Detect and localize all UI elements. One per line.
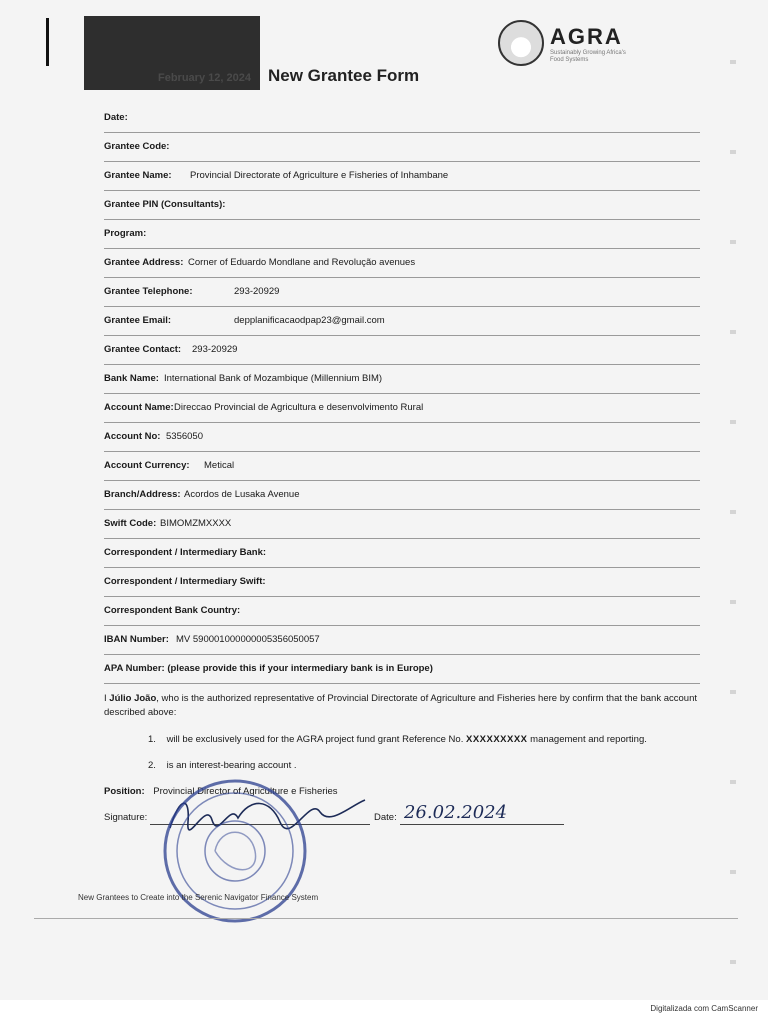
item-number: 2. [148,760,156,771]
field-grantee-name [104,162,700,191]
item-text: will be exclusively used for the AGRA project fund grant Reference No. [166,734,464,745]
confirmation-item-1 [148,734,647,745]
position-label: Position: [104,786,145,797]
official-stamp [160,776,310,926]
field-label: Branch/Address: [104,489,181,500]
field-value: International Bank of Mozambique (Millennium BIM) [164,373,383,384]
statement-prefix: I [104,693,107,704]
field-label: Grantee Name: [104,170,172,181]
form-title: New Grantee Form [268,66,420,85]
field-grantee-code [104,133,700,162]
field-label: Correspondent / Intermediary Bank: [104,547,267,558]
field-label: Correspondent / Intermediary Swift: [104,576,266,587]
field-label: Swift Code: [104,518,157,529]
field-branch-address [104,481,700,510]
item-text: is an interest-bearing account . [166,760,297,771]
field-label: Grantee Code: [104,141,170,152]
field-account-name [104,394,700,423]
position-value: Provincial Director of Agriculture e Fisheries [153,786,338,797]
field-value: Acordos de Lusaka Avenue [184,489,300,500]
field-value: Corner of Eduardo Mondlane and Revolução avenues [188,257,416,268]
field-label: Grantee Email: [104,315,172,326]
field-date [104,104,700,133]
field-value: MV 590001000000005356050057 [176,634,320,645]
field-grantee-email [104,307,700,336]
confirmation-item-2 [148,760,296,771]
field-value: Provincial Directorate of Agriculture e Fisheries of Inhambane [190,170,449,181]
field-grantee-pin [104,191,700,220]
field-label: IBAN Number: [104,634,169,645]
field-label: Bank Name: [104,373,159,384]
field-iban-number [104,626,700,655]
footer-note: New Grantees to Create into the Serenic Navigator Finance System [78,893,319,902]
field-grantee-telephone [104,278,700,307]
field-label: Account Name: [104,402,174,413]
field-account-no [104,423,700,452]
field-value: Direccao Provincial de Agricultura e desenvolvimento Rural [174,402,424,413]
field-correspondent-country [104,597,700,626]
scan-edge-shadow [730,20,736,980]
agra-logo-icon [498,20,544,66]
handwritten-date: 26.02.2024 [404,802,508,823]
grant-reference: XXXXXXXXX [465,734,528,745]
field-value: 293-20929 [192,344,238,355]
field-label: Grantee Contact: [104,344,182,355]
field-value: 5356050 [166,431,203,442]
statement-text: , who is the authorized representative of Provincial Directorate of Agriculture and Fisheries here by confirm that the bank account described above: [104,693,697,718]
scanner-watermark: Digitalizada com CamScanner [650,1004,758,1013]
date-line [400,824,564,825]
representative-name: Júlio João [109,693,157,704]
field-intermediary-bank [104,539,700,568]
field-swift-code [104,510,700,539]
field-value: Metical [204,460,235,471]
agra-logo [498,20,648,70]
field-account-currency [104,452,700,481]
field-label: Grantee PIN (Consultants): [104,199,226,210]
field-label: Account Currency: [104,460,190,471]
field-bank-name [104,365,700,394]
confirmation-statement [104,692,704,720]
field-intermediary-swift [104,568,700,597]
field-value: BIMOMZMXXXX [160,518,232,529]
date-label: Date: [374,812,397,823]
field-label: Program: [104,228,147,239]
scan-edge-mark [46,18,49,66]
logo-brand: AGRA [550,24,623,49]
header-date: February 12, 2024 [158,72,251,84]
field-label: APA Number: (please provide this if your intermediary bank is in Europe) [104,663,433,674]
field-label: Account No: [104,431,161,442]
field-program [104,220,700,249]
item-number: 1. [148,734,156,745]
field-grantee-contact [104,336,700,365]
grantee-fields [104,104,700,684]
field-label: Grantee Telephone: [104,286,193,297]
logo-tagline: Sustainably Growing Africa's Food Systems [550,50,626,63]
field-value: depplanificacaodpap23@gmail.com [234,315,385,326]
field-grantee-address [104,249,700,278]
item-suffix: management and reporting. [530,734,647,745]
field-label: Date: [104,112,128,123]
footer-divider [34,918,738,919]
signature-label: Signature: [104,812,148,823]
field-label: Grantee Address: [104,257,184,268]
field-label: Correspondent Bank Country: [104,605,241,616]
field-apa-number [104,655,700,684]
field-value: 293-20929 [234,286,280,297]
